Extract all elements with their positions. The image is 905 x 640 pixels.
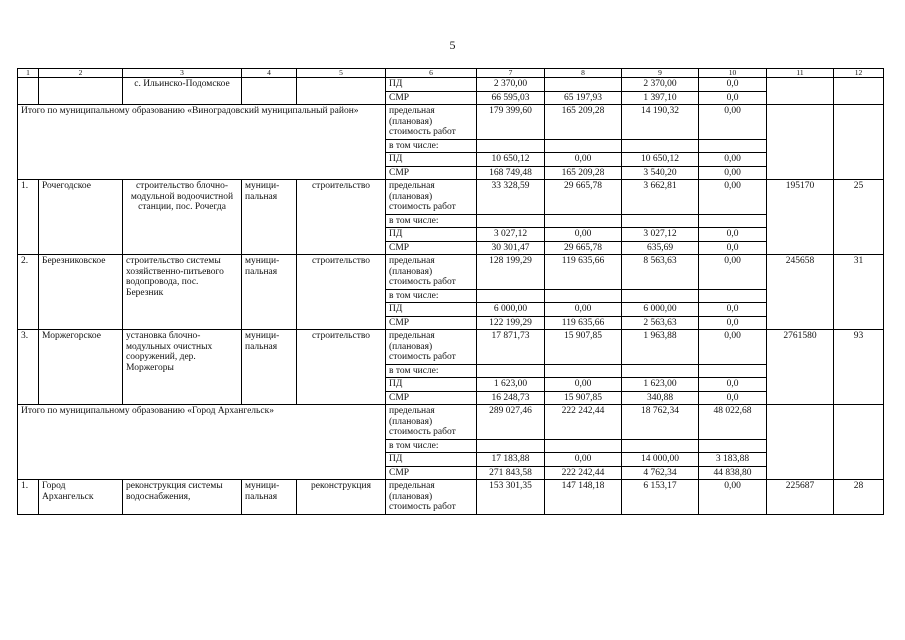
col-num: 1 — [18, 69, 39, 78]
value-cell: 0,00 — [545, 303, 622, 317]
value-cell: 635,69 — [622, 241, 699, 255]
value-cell: 15 907,85 — [545, 330, 622, 365]
value-cell: 48 022,68 — [699, 405, 767, 440]
table-row — [18, 180, 884, 215]
col12-cell: 93 — [834, 330, 884, 405]
col11-cell: 195170 — [767, 180, 834, 255]
value-cell: 30 301,47 — [477, 241, 545, 255]
municipality-cell: Рочегодское — [39, 180, 123, 255]
label-planned: предельная (плановая) стоимость работ — [386, 480, 477, 515]
value-cell: 2 370,00 — [477, 78, 545, 92]
value-cell: 0,00 — [545, 378, 622, 392]
col12-cell: 28 — [834, 480, 884, 515]
label-planned: предельная (плановая) стоимость работ — [386, 405, 477, 440]
value-cell: 289 027,46 — [477, 405, 545, 440]
object-cell: строительство блочно-модульной водоочистной станции, пос. Рочегда — [123, 180, 242, 255]
value-cell: 1 963,88 — [622, 330, 699, 365]
value-cell: 340,88 — [622, 391, 699, 405]
value-cell: 18 762,34 — [622, 405, 699, 440]
label-planned: предельная (плановая) стоимость работ — [386, 330, 477, 365]
value-cell: 6 153,17 — [622, 480, 699, 515]
col-num: 6 — [386, 69, 477, 78]
value-cell: 153 301,35 — [477, 480, 545, 515]
value-cell: 10 650,12 — [622, 153, 699, 167]
value-cell: 271 843,58 — [477, 466, 545, 480]
label-incl: в том числе: — [386, 214, 477, 228]
work-type-cell: строительство — [297, 330, 386, 405]
col-num: 2 — [39, 69, 123, 78]
value-cell: 6 000,00 — [477, 303, 545, 317]
label-incl: в том числе: — [386, 139, 477, 153]
col11-cell: 2761580 — [767, 330, 834, 405]
value-cell: 0,00 — [699, 153, 767, 167]
label-planned: предельная (плановая) стоимость работ — [386, 105, 477, 140]
ownership-cell: муници-пальная — [242, 180, 297, 255]
label-smr: СМР — [386, 166, 477, 180]
subtotal-title: Итого по муниципальному образованию «Виноградовский муниципальный район» — [18, 105, 386, 180]
value-cell: 1 623,00 — [477, 378, 545, 392]
label-smr: СМР — [386, 241, 477, 255]
value-cell: 119 635,66 — [545, 255, 622, 290]
row-number: 2. — [18, 255, 39, 330]
value-cell: 66 595,03 — [477, 91, 545, 105]
investment-table — [17, 68, 884, 515]
label-incl: в том числе: — [386, 439, 477, 453]
object-cell: установка блочно-модульных очистных сооружений, дер. Моржегоры — [123, 330, 242, 405]
label-pd: ПД — [386, 228, 477, 242]
municipality-cell: Березниковское — [39, 255, 123, 330]
label-smr: СМР — [386, 391, 477, 405]
label-planned: предельная (плановая) стоимость работ — [386, 255, 477, 290]
col-num: 11 — [767, 69, 834, 78]
value-cell: 168 749,48 — [477, 166, 545, 180]
label-smr: СМР — [386, 91, 477, 105]
value-cell: 14 190,32 — [622, 105, 699, 140]
object-cell: реконструкция системы водоснабжения, — [123, 480, 242, 515]
col-num: 9 — [622, 69, 699, 78]
value-cell: 0,0 — [699, 391, 767, 405]
work-type-cell: реконструкция — [297, 480, 386, 515]
table-row — [18, 330, 884, 365]
value-cell: 165 209,28 — [545, 105, 622, 140]
label-smr: СМР — [386, 466, 477, 480]
value-cell: 10 650,12 — [477, 153, 545, 167]
value-cell: 0,0 — [699, 316, 767, 330]
value-cell: 222 242,44 — [545, 466, 622, 480]
value-cell: 0,0 — [699, 303, 767, 317]
value-cell: 3 027,12 — [477, 228, 545, 242]
value-cell: 119 635,66 — [545, 316, 622, 330]
ownership-cell: муници-пальная — [242, 330, 297, 405]
table-row — [18, 78, 884, 92]
col11-cell: 225687 — [767, 480, 834, 515]
subtotal-title: Итого по муниципальному образованию «Город Архангельск» — [18, 405, 386, 480]
page-number: 5 — [449, 38, 456, 52]
municipality-cell: Моржегорское — [39, 330, 123, 405]
value-cell: 0,0 — [699, 91, 767, 105]
value-cell: 147 148,18 — [545, 480, 622, 515]
value-cell: 0,00 — [545, 228, 622, 242]
col-num: 8 — [545, 69, 622, 78]
value-cell: 0,00 — [699, 330, 767, 365]
municipality-cell: Город Архангельск — [39, 480, 123, 515]
value-cell: 3 183,88 — [699, 453, 767, 467]
col-num: 5 — [297, 69, 386, 78]
col-num: 4 — [242, 69, 297, 78]
value-cell: 3 540,20 — [622, 166, 699, 180]
value-cell: 222 242,44 — [545, 405, 622, 440]
row-number: 1. — [18, 180, 39, 255]
value-cell: 15 907,85 — [545, 391, 622, 405]
value-cell: 0,00 — [699, 255, 767, 290]
value-cell: 0,0 — [699, 78, 767, 92]
ownership-cell: муници-пальная — [242, 255, 297, 330]
label-incl: в том числе: — [386, 289, 477, 303]
label-pd: ПД — [386, 453, 477, 467]
col-num: 12 — [834, 69, 884, 78]
value-cell: 0,00 — [699, 180, 767, 215]
table-row — [18, 480, 884, 515]
value-cell: 179 399,60 — [477, 105, 545, 140]
value-cell: 44 838,80 — [699, 466, 767, 480]
value-cell: 6 000,00 — [622, 303, 699, 317]
work-type-cell: строительство — [297, 255, 386, 330]
value-cell: 2 563,63 — [622, 316, 699, 330]
value-cell: 3 027,12 — [622, 228, 699, 242]
value-cell: 3 662,81 — [622, 180, 699, 215]
value-cell: 0,0 — [699, 228, 767, 242]
value-cell: 0,0 — [699, 378, 767, 392]
col11-cell: 245658 — [767, 255, 834, 330]
value-cell: 65 197,93 — [545, 91, 622, 105]
object-cell: с. Ильинско-Подомское — [123, 78, 242, 105]
value-cell: 17 183,88 — [477, 453, 545, 467]
value-cell: 33 328,59 — [477, 180, 545, 215]
row-number: 3. — [18, 330, 39, 405]
value-cell: 16 248,73 — [477, 391, 545, 405]
value-cell: 29 665,78 — [545, 180, 622, 215]
value-cell: 128 199,29 — [477, 255, 545, 290]
label-pd: ПД — [386, 378, 477, 392]
row-number: 1. — [18, 480, 39, 515]
value-cell: 165 209,28 — [545, 166, 622, 180]
col-num: 7 — [477, 69, 545, 78]
value-cell: 1 397,10 — [622, 91, 699, 105]
value-cell: 0,00 — [545, 453, 622, 467]
col-num: 3 — [123, 69, 242, 78]
label-pd: ПД — [386, 303, 477, 317]
object-cell: строительство системы хозяйственно-питьевого водопровода, пос. Березник — [123, 255, 242, 330]
col-num: 10 — [699, 69, 767, 78]
label-incl: в том числе: — [386, 364, 477, 378]
value-cell: 0,00 — [545, 153, 622, 167]
value-cell: 4 762,34 — [622, 466, 699, 480]
table-row — [18, 405, 884, 440]
value-cell: 0,00 — [699, 480, 767, 515]
value-cell: 1 623,00 — [622, 378, 699, 392]
value-cell: 29 665,78 — [545, 241, 622, 255]
value-cell: 0,00 — [699, 105, 767, 140]
table-row — [18, 255, 884, 290]
value-cell: 2 370,00 — [622, 78, 699, 92]
value-cell — [545, 78, 622, 92]
label-smr: СМР — [386, 316, 477, 330]
label-pd: ПД — [386, 153, 477, 167]
value-cell: 14 000,00 — [622, 453, 699, 467]
col12-cell: 25 — [834, 180, 884, 255]
value-cell: 122 199,29 — [477, 316, 545, 330]
label-pd: ПД — [386, 78, 477, 92]
label-planned: предельная (плановая) стоимость работ — [386, 180, 477, 215]
column-number-row — [18, 69, 884, 78]
work-type-cell: строительство — [297, 180, 386, 255]
col12-cell: 31 — [834, 255, 884, 330]
value-cell: 8 563,63 — [622, 255, 699, 290]
value-cell: 0,00 — [699, 166, 767, 180]
value-cell: 0,0 — [699, 241, 767, 255]
ownership-cell: муници-пальная — [242, 480, 297, 515]
value-cell: 17 871,73 — [477, 330, 545, 365]
table-row — [18, 105, 884, 140]
